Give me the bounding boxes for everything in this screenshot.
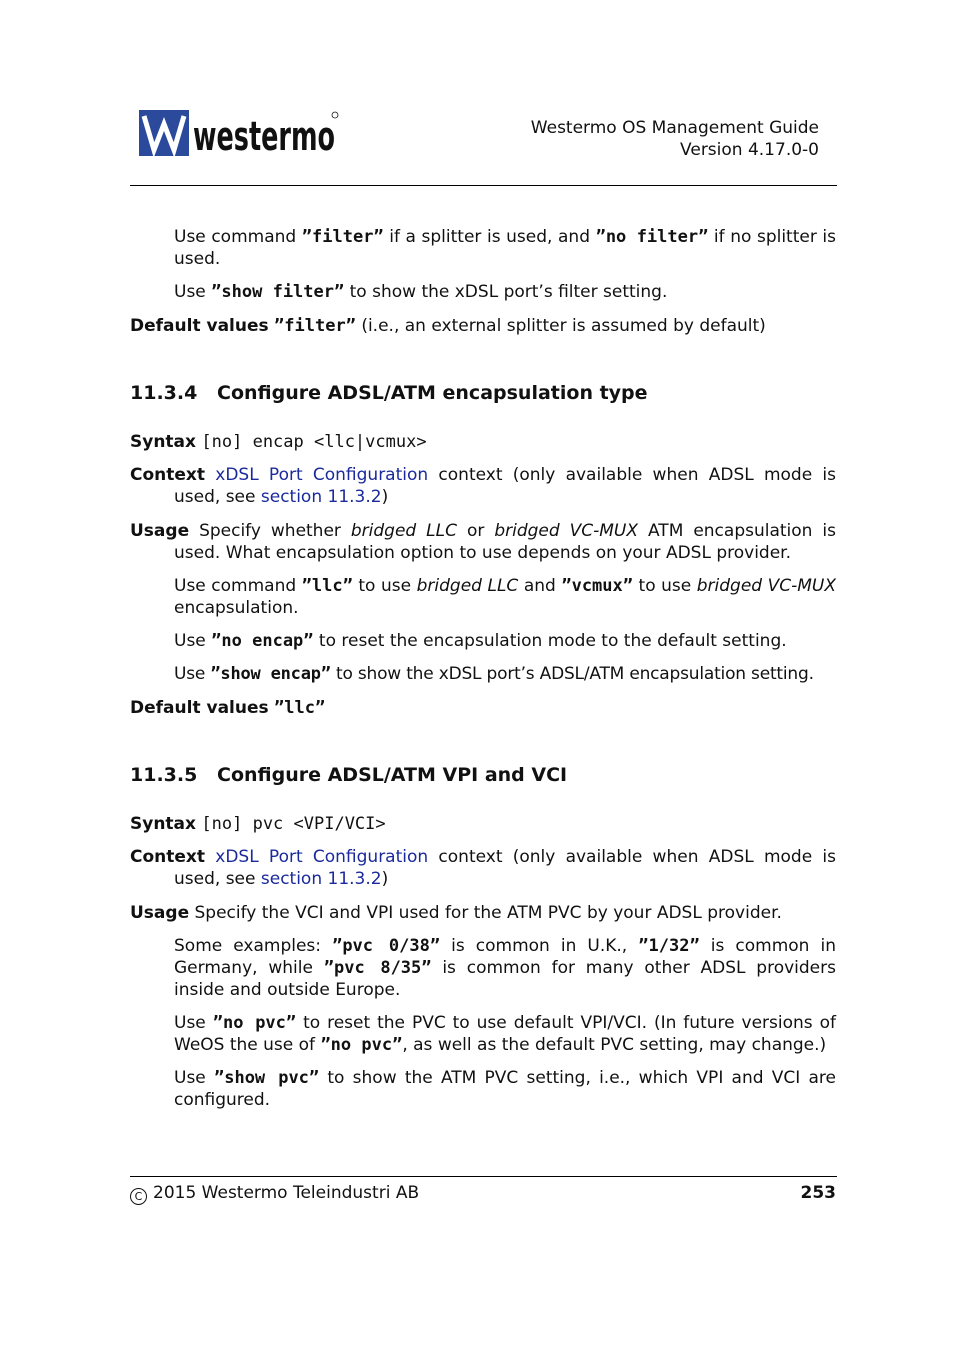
page-number: 253 [800, 1183, 836, 1203]
context-link-xdsl-port[interactable]: xDSL Port Configuration [215, 465, 429, 485]
logo-wordmark: westermo [193, 114, 335, 160]
encap-context: Context xDSL Port Configuration context (only available when ADSL mode is used, see section 11.3.2) [130, 465, 836, 507]
context-link-xdsl-port[interactable]: xDSL Port Configuration [215, 847, 429, 867]
running-header [531, 117, 819, 161]
section-heading-11-3-4: 11.3.4 Configure ADSL/ATM encapsulation type [130, 382, 648, 404]
guide-version: Version 4.17.0-0 [680, 140, 819, 160]
footer-rule [130, 1176, 837, 1177]
no-encap-paragraph: Use ”no encap” to reset the encapsulation mode to the default setting. [174, 631, 787, 651]
encap-syntax: Syntax [no] encap <llc|vcmux> [130, 432, 427, 452]
section-heading-11-3-5: 11.3.5 Configure ADSL/ATM VPI and VCI [130, 764, 568, 786]
section-ref-11-3-2[interactable]: section 11.3.2 [260, 487, 382, 507]
filter-default-values: Default values ”filter” (i.e., an external splitter is assumed by default) [130, 316, 766, 336]
pvc-examples-paragraph: Some examples: ”pvc 0/38” is common in U.K., ”1/32” is common in Germany, while ”pvc 8/35” is common for many other ADSL providers inside and outside Europe. [174, 936, 836, 1000]
pvc-usage: Usage Specify the VCI and VPI used for the ATM PVC by your ADSL provider. [130, 903, 782, 923]
westermo-logo [139, 110, 339, 158]
encap-usage: Usage Specify whether bridged LLC or bridged VC-MUX ATM encapsulation is used. What encapsulation option to use depends on your ADSL provider. [130, 521, 836, 563]
show-filter-paragraph: Use ”show filter” to show the xDSL port’s filter setting. [174, 282, 668, 302]
encap-default-values: Default values ”llc” [130, 698, 326, 718]
copyright: C 2015 Westermo Teleindustri AB [130, 1182, 419, 1205]
guide-title: Westermo OS Management Guide [530, 118, 819, 138]
header-rule [130, 185, 837, 186]
filter-usage-paragraph: Use command ”filter” if a splitter is used, and ”no filter” if no splitter is used. [174, 227, 836, 269]
encap-llc-vcmux-paragraph: Use command ”llc” to use bridged LLC and ”vcmux” to use bridged VC-MUX encapsulation. [174, 576, 837, 618]
copyright-icon: C [130, 1188, 147, 1205]
no-pvc-paragraph: Use ”no pvc” to reset the PVC to use default VPI/VCI. (In future versions of WeOS the use of ”no pvc”, as well as the default PVC setting, may change.) [174, 1013, 836, 1055]
pvc-context: Context xDSL Port Configuration context (only available when ADSL mode is used, see section 11.3.2) [130, 847, 836, 889]
show-encap-paragraph: Use ”show encap” to show the xDSL port’s ADSL/ATM encapsulation setting. [174, 664, 814, 684]
show-pvc-paragraph: Use ”show pvc” to show the ATM PVC setting, i.e., which VPI and VCI are configured. [174, 1068, 836, 1110]
section-ref-11-3-2[interactable]: section 11.3.2 [260, 869, 382, 889]
pvc-syntax: Syntax [no] pvc <VPI/VCI> [130, 814, 386, 834]
